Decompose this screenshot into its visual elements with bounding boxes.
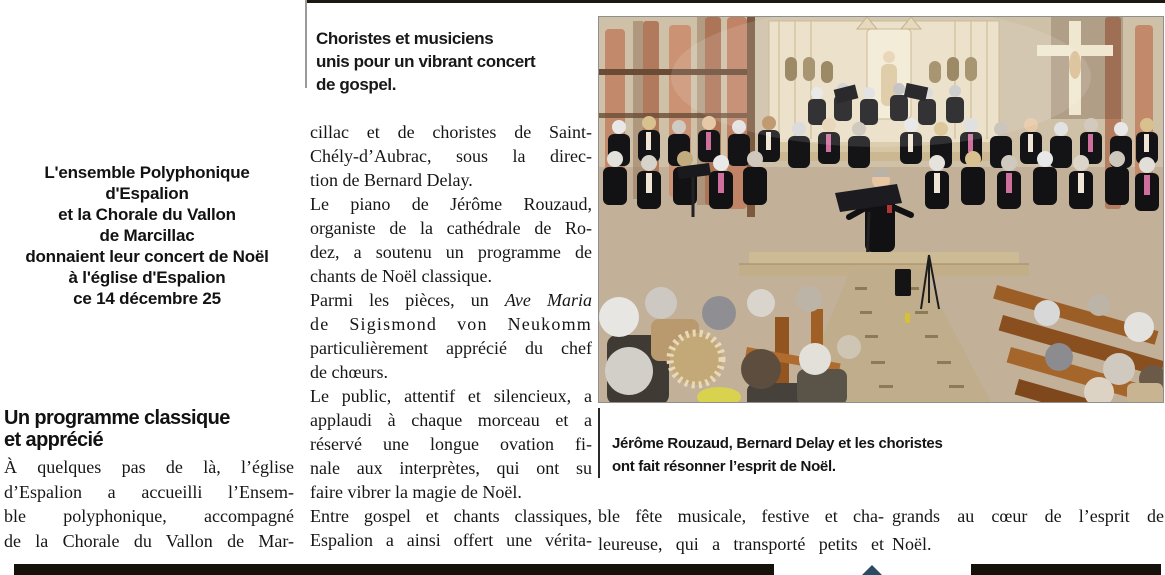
- body-line: ble fête musicale, festive et cha-: [598, 506, 884, 526]
- subhead-line: et apprécié: [4, 428, 104, 451]
- up-triangle-icon: [862, 565, 882, 575]
- footer-bar-right: [971, 564, 1161, 575]
- standfirst-line: L'ensemble Polyphonique: [44, 163, 250, 182]
- body-line: À quelques pas de là, l’église: [4, 457, 294, 477]
- body-line: ble polyphonique, accompagné: [4, 506, 294, 527]
- body-line: de la Chorale du Vallon de Mar-: [4, 531, 294, 552]
- body-line: Chély-d’Aubrac, sous la direc-: [310, 146, 592, 166]
- body-line: réservé une longue ovation fi-: [310, 434, 592, 454]
- body-line: particulièrement apprécié du chef: [310, 338, 592, 358]
- standfirst-line: et la Chorale du Vallon: [58, 205, 236, 224]
- body-line: tion de Bernard Delay.: [310, 170, 473, 190]
- section-subhead: [4, 408, 286, 451]
- middle-column-body: [310, 120, 592, 552]
- body-line: Le public, attentif et silencieux, a: [310, 386, 592, 406]
- bottom-column-2: [892, 503, 1164, 558]
- article-leadin: [316, 27, 578, 96]
- body-line: organiste de la cathédrale de Ro-: [310, 218, 592, 238]
- caption-line: Jérôme Rouzaud, Bernard Delay et les choristes: [612, 435, 943, 452]
- body-line: Noël.: [892, 533, 932, 554]
- body-line-ave-maria: [310, 288, 592, 312]
- body-line: d’Espalion a accueilli l’Ensem-: [4, 481, 294, 502]
- body-line: nale aux interprètes, qui ont su: [310, 458, 592, 478]
- leadin-line: unis pour un vibrant concert: [316, 52, 536, 71]
- body-line: Espalion a ainsi offert une vérita-: [310, 530, 592, 550]
- body-line: applaudi à chaque morceau et a: [310, 410, 592, 430]
- caption-rule: [598, 408, 600, 478]
- body-line: de chœurs.: [310, 362, 388, 382]
- body-line: cillac et de choristes de Saint-: [310, 122, 592, 142]
- footer-bar-left: [14, 564, 774, 575]
- top-rule: [306, 0, 1165, 3]
- body-line: de Sigismond von Neukomm: [310, 314, 592, 334]
- standfirst-headline: [2, 162, 292, 309]
- church-concert-illustration: [599, 17, 1163, 402]
- column-divider: [305, 0, 307, 88]
- body-line: leureuse, qui a transporté petits et: [598, 533, 884, 554]
- left-column-body: [4, 455, 294, 554]
- body-line: Entre gospel et chants classiques,: [310, 506, 592, 526]
- photo-caption: [612, 432, 1052, 478]
- leadin-line: Choristes et musiciens: [316, 29, 494, 48]
- body-line: chants de Noël classique.: [310, 266, 492, 286]
- body-line: faire vibrer la magie de Noël.: [310, 482, 522, 502]
- subhead-line: Un programme classique: [4, 407, 230, 429]
- italic-work-title: Ave Maria: [504, 290, 592, 310]
- standfirst-line: à l'église d'Espalion: [68, 268, 226, 287]
- body-line: Le piano de Jérôme Rouzaud,: [310, 194, 592, 214]
- body-line: grands au cœur de l’esprit de: [892, 506, 1164, 526]
- standfirst-line: ce 14 décembre 25: [73, 289, 221, 308]
- body-line: dez, a soutenu un programme de: [310, 242, 592, 262]
- standfirst-line: d'Espalion: [105, 184, 189, 203]
- bottom-column-1: [598, 503, 884, 558]
- caption-line: ont fait résonner l’esprit de Noël.: [612, 458, 836, 475]
- article-photo: [598, 16, 1164, 403]
- standfirst-line: de Marcillac: [99, 226, 195, 245]
- body-text: Parmi les pièces, un: [310, 290, 505, 310]
- standfirst-line: donnaient leur concert de Noël: [25, 247, 269, 266]
- leadin-line: de gospel.: [316, 75, 397, 94]
